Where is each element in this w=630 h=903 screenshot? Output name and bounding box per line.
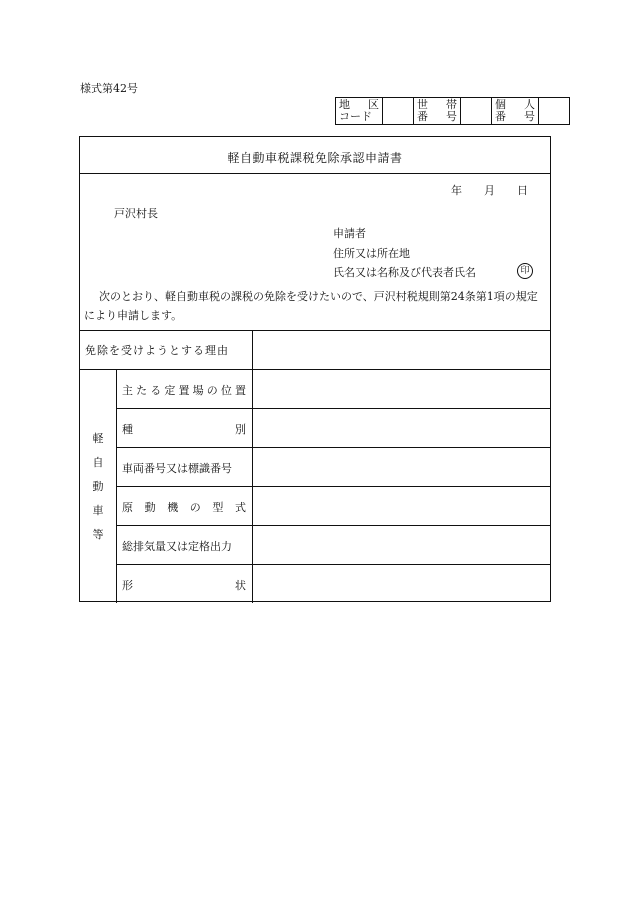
shape-label: 形 状 <box>122 579 246 592</box>
divider <box>80 369 550 370</box>
vehicle-group-label: 軽 自 動 車 等 <box>92 432 104 541</box>
divider <box>80 173 550 174</box>
area-code-label: 地 区 コード <box>336 98 383 125</box>
area-code-field[interactable] <box>383 98 414 125</box>
code-table <box>335 97 570 125</box>
applicant-address-label: 住所又は所在地 <box>333 247 410 260</box>
divider <box>252 330 253 603</box>
personal-number-field[interactable] <box>539 98 570 125</box>
vehicle-type-label: 種 別 <box>122 423 246 436</box>
applicant-label: 申請者 <box>333 227 366 240</box>
engine-model-label: 原 動 機 の 型 式 <box>122 501 246 514</box>
divider <box>80 330 550 331</box>
divider <box>116 486 550 487</box>
divider <box>116 564 550 565</box>
personal-number-label: 個 人 番 号 <box>492 98 539 125</box>
displacement-label: 総排気量又は定格出力 <box>122 540 232 553</box>
household-number-label: 世 帯 番 号 <box>414 98 461 125</box>
applicant-name-label: 氏名又は名称及び代表者氏名 <box>333 266 476 279</box>
form-number: 様式第42号 <box>80 82 138 95</box>
divider <box>116 447 550 448</box>
storage-location-label: 主 た る 定 置 場 の 位 置 <box>122 384 246 397</box>
divider <box>116 408 550 409</box>
statement-text: 次のとおり、軽自動車税の課税の免除を受けたいので、戸沢村税規則第24条第1項の規定により申請します。 <box>84 290 538 322</box>
date-line[interactable]: 年 月 日 <box>451 184 528 197</box>
reason-label: 免除を受けようとする理由 <box>85 344 229 357</box>
seal-mark: 印 <box>517 263 533 279</box>
household-number-field[interactable] <box>461 98 492 125</box>
form-title: 軽自動車税課税免除承認申請書 <box>227 151 403 165</box>
application-form <box>79 136 551 602</box>
addressee: 戸沢村長 <box>114 207 158 220</box>
vehicle-number-label: 車両番号又は標識番号 <box>122 462 232 475</box>
divider <box>116 525 550 526</box>
